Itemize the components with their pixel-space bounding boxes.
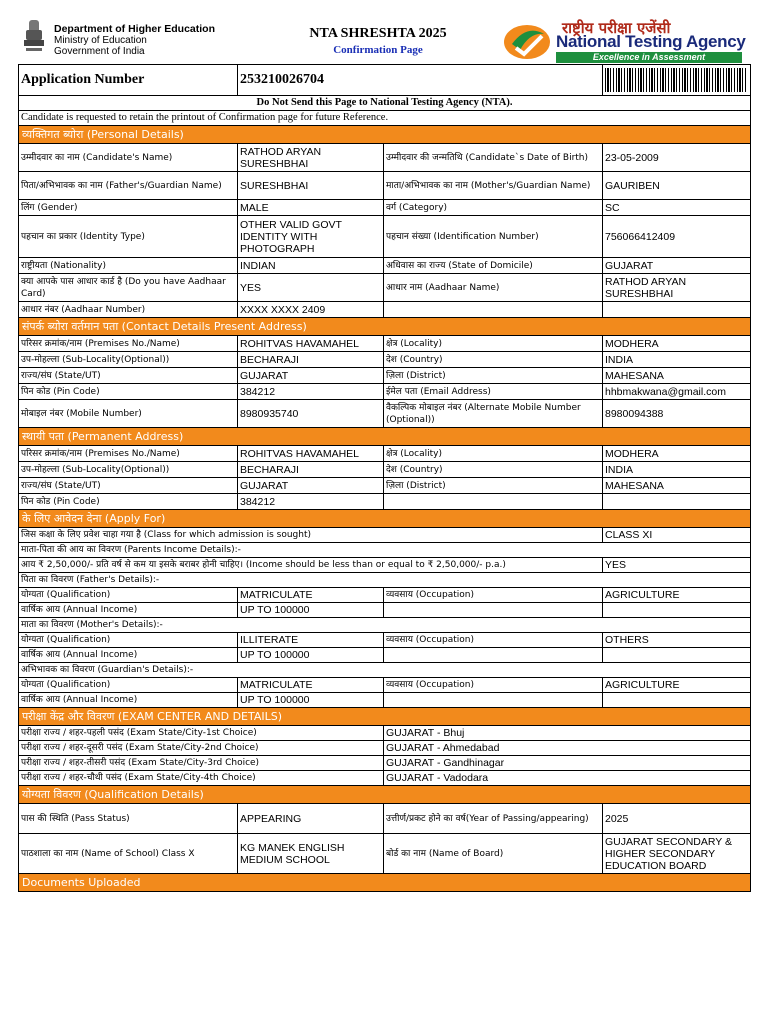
- field-label: ईमेल पता (Email Address): [384, 384, 603, 400]
- field-value: AGRICULTURE: [603, 678, 751, 693]
- field-value: ROHITVAS HAVAMAHEL: [238, 446, 384, 462]
- section-qualification: [19, 786, 751, 804]
- field-label: क्षेत्र (Locality): [384, 446, 603, 462]
- field-label: पाठशाला का नाम (Name of School) Class X: [19, 834, 238, 874]
- income-row: [19, 558, 751, 573]
- field-label: परीक्षा राज्य / शहर-दूसरी पसंद (Exam State/City-2nd Choice): [19, 741, 384, 756]
- field-value: MATRICULATE: [238, 588, 384, 603]
- table-row: [19, 588, 751, 603]
- exam-choice-row: [19, 756, 751, 771]
- field-value: INDIAN: [238, 258, 384, 274]
- field-value: KG MANEK ENGLISH MEDIUM SCHOOL: [238, 834, 384, 874]
- field-value: MAHESANA: [603, 368, 751, 384]
- field-value: [603, 302, 751, 318]
- field-label: योग्यता (Qualification): [19, 678, 238, 693]
- retain-notice: Candidate is requested to retain the printout of Confirmation page for future Reference.: [19, 111, 751, 126]
- table-row: [19, 693, 751, 708]
- nta-mark-icon: [502, 22, 552, 62]
- field-label: आय ₹ 2,50,000/- प्रति वर्ष से कम या इसके बराबर होनी चाहिए। (Income should be less than or equal to ₹ 2,50,000/- p.a.): [19, 558, 603, 573]
- guardian-heading-text: अभिभावक का विवरण (Guardian's Details):-: [19, 663, 751, 678]
- section-permanent-address: [19, 428, 751, 446]
- field-label: लिंग (Gender): [19, 200, 238, 216]
- application-number: 253210026704: [238, 65, 603, 96]
- field-value: GUJARAT - Ahmedabad: [384, 741, 751, 756]
- table-row: [19, 144, 751, 172]
- nta-english-name: National Testing Agency: [556, 32, 746, 51]
- class-row: [19, 528, 751, 543]
- table-row: [19, 462, 751, 478]
- field-value: GUJARAT - Bhuj: [384, 726, 751, 741]
- section-apply-for: [19, 510, 751, 528]
- field-value: 384212: [238, 494, 384, 510]
- field-value: INDIA: [603, 352, 751, 368]
- field-value: MODHERA: [603, 336, 751, 352]
- field-label: माता/अभिभावक का नाम (Mother's/Guardian Name): [384, 172, 603, 200]
- table-row: [19, 400, 751, 428]
- do-not-send-notice: Do Not Send this Page to National Testing Agency (NTA).: [19, 96, 751, 111]
- field-label: देश (Country): [384, 352, 603, 368]
- table-row: [19, 258, 751, 274]
- field-value: GUJARAT: [238, 478, 384, 494]
- field-value: SURESHBHAI: [238, 172, 384, 200]
- section-qualification-title: योग्यता विवरण (Qualification Details): [19, 786, 751, 804]
- field-value: 23-05-2009: [603, 144, 751, 172]
- field-value: UP TO 100000: [238, 603, 384, 618]
- field-value: SC: [603, 200, 751, 216]
- field-label: वार्षिक आय (Annual Income): [19, 603, 238, 618]
- field-label: [384, 693, 603, 708]
- table-row: [19, 368, 751, 384]
- field-label: परीक्षा राज्य / शहर-तीसरी पसंद (Exam State/City-3rd Choice): [19, 756, 384, 771]
- field-label: देश (Country): [384, 462, 603, 478]
- field-value: RATHOD ARYAN SURESHBHAI: [238, 144, 384, 172]
- field-label: राज्य/संघ (State/UT): [19, 478, 238, 494]
- field-value: GUJARAT: [238, 368, 384, 384]
- field-label: उत्तीर्ण/प्रकट होने का वर्ष(Year of Passing/appearing): [384, 804, 603, 834]
- mother-heading: [19, 618, 751, 633]
- field-value: AGRICULTURE: [603, 588, 751, 603]
- section-documents-uploaded: [19, 874, 751, 892]
- field-value: BECHARAJI: [238, 352, 384, 368]
- national-emblem-icon: [20, 18, 48, 56]
- table-row: [19, 172, 751, 200]
- father-heading-text: पिता का विवरण (Father's Details):-: [19, 573, 751, 588]
- field-value: MATRICULATE: [238, 678, 384, 693]
- field-label: व्यवसाय (Occupation): [384, 678, 603, 693]
- table-row: [19, 216, 751, 258]
- field-label: परीक्षा राज्य / शहर-चौथी पसंद (Exam State/City-4th Choice): [19, 771, 384, 786]
- field-label: योग्यता (Qualification): [19, 633, 238, 648]
- exam-choice-row: [19, 771, 751, 786]
- field-value: MODHERA: [603, 446, 751, 462]
- field-label: अधिवास का राज्य (State of Domicile): [384, 258, 603, 274]
- application-row: [19, 65, 751, 96]
- barcode-cell: [603, 65, 751, 96]
- field-label: योग्यता (Qualification): [19, 588, 238, 603]
- field-label: पास की स्थिति (Pass Status): [19, 804, 238, 834]
- table-row: [19, 352, 751, 368]
- field-value: GUJARAT: [603, 258, 751, 274]
- field-value: APPEARING: [238, 804, 384, 834]
- field-label: जिस कक्षा के लिए प्रवेश चाहा गया है (Class for which admission is sought): [19, 528, 603, 543]
- field-label: [384, 603, 603, 618]
- field-label: वर्ग (Category): [384, 200, 603, 216]
- field-label: व्यवसाय (Occupation): [384, 633, 603, 648]
- section-personal-details-title: व्यक्तिगत ब्योरा (Personal Details): [19, 126, 751, 144]
- table-row: [19, 494, 751, 510]
- field-label: पहचान का प्रकार (Identity Type): [19, 216, 238, 258]
- ministry-block: [54, 24, 215, 57]
- field-value: 756066412409: [603, 216, 751, 258]
- field-value: 8980935740: [238, 400, 384, 428]
- field-label: परिसर क्रमांक/नाम (Premises No./Name): [19, 336, 238, 352]
- field-value: OTHER VALID GOVT IDENTITY WITH PHOTOGRAPH: [238, 216, 384, 258]
- field-label: पिन कोड (Pin Code): [19, 494, 238, 510]
- page-subtitle: Confirmation Page: [333, 44, 423, 56]
- table-row: [19, 678, 751, 693]
- dept-name: Department of Higher Education: [54, 23, 216, 35]
- mother-heading-text: माता का विवरण (Mother's Details):-: [19, 618, 751, 633]
- field-value: GUJARAT SECONDARY & HIGHER SECONDARY EDUCATION BOARD: [603, 834, 751, 874]
- field-value: RATHOD ARYAN SURESHBHAI: [603, 274, 751, 302]
- field-label: राष्ट्रीयता (Nationality): [19, 258, 238, 274]
- table-row: [19, 603, 751, 618]
- table-row: [19, 633, 751, 648]
- confirmation-page: [18, 14, 750, 892]
- table-row: [19, 384, 751, 400]
- parents-income-heading: [19, 543, 751, 558]
- notice-row: [19, 96, 751, 111]
- field-label: वार्षिक आय (Annual Income): [19, 648, 238, 663]
- field-value: GUJARAT - Vadodara: [384, 771, 751, 786]
- page-title: NTA SHRESHTA 2025: [309, 26, 447, 41]
- title-block: [258, 26, 498, 56]
- field-label: ज़िला (District): [384, 478, 603, 494]
- field-label: परिसर क्रमांक/नाम (Premises No./Name): [19, 446, 238, 462]
- field-value: UP TO 100000: [238, 693, 384, 708]
- section-exam-center-title: परीक्षा केंद्र और विवरण (EXAM CENTER AND DETAILS): [19, 708, 751, 726]
- notice-row: [19, 111, 751, 126]
- field-value: ROHITVAS HAVAMAHEL: [238, 336, 384, 352]
- field-label: बोर्ड का नाम (Name of Board): [384, 834, 603, 874]
- table-row: [19, 302, 751, 318]
- field-value: hhbmakwana@gmail.com: [603, 384, 751, 400]
- table-row: [19, 446, 751, 462]
- field-value: MAHESANA: [603, 478, 751, 494]
- field-value: YES: [238, 274, 384, 302]
- field-label: क्या आपके पास आधार कार्ड है (Do you have Aadhaar Card): [19, 274, 238, 302]
- field-value: XXXX XXXX 2409: [238, 302, 384, 318]
- field-label: उम्मीदवार का नाम (Candidate's Name): [19, 144, 238, 172]
- field-label: उप-मोहल्ला (Sub-Locality(Optional)): [19, 352, 238, 368]
- field-label: पिता/अभिभावक का नाम (Father's/Guardian Name): [19, 172, 238, 200]
- field-label: क्षेत्र (Locality): [384, 336, 603, 352]
- exam-choice-row: [19, 741, 751, 756]
- field-value: OTHERS: [603, 633, 751, 648]
- field-value: 2025: [603, 804, 751, 834]
- field-value: CLASS XI: [603, 528, 751, 543]
- field-value: ILLITERATE: [238, 633, 384, 648]
- section-personal-details: [19, 126, 751, 144]
- field-value: YES: [603, 558, 751, 573]
- exam-choice-row: [19, 726, 751, 741]
- field-label: उप-मोहल्ला (Sub-Locality(Optional)): [19, 462, 238, 478]
- field-value: BECHARAJI: [238, 462, 384, 478]
- table-row: [19, 648, 751, 663]
- ministry-name: Ministry of Education: [54, 35, 147, 46]
- field-value: UP TO 100000: [238, 648, 384, 663]
- field-label: [384, 648, 603, 663]
- table-row: [19, 274, 751, 302]
- application-label: Application Number: [19, 65, 238, 96]
- page-header: [18, 14, 750, 64]
- field-label: वार्षिक आय (Annual Income): [19, 693, 238, 708]
- field-value: GAURIBEN: [603, 172, 751, 200]
- field-value: [603, 494, 751, 510]
- field-label: उम्मीदवार की जन्मतिथि (Candidate`s Date of Birth): [384, 144, 603, 172]
- section-documents-uploaded-title: Documents Uploaded: [19, 874, 751, 892]
- field-label: आधार नंबर (Aadhaar Number): [19, 302, 238, 318]
- guardian-heading: [19, 663, 751, 678]
- table-row: [19, 336, 751, 352]
- field-label: वैकल्पिक मोबाइल नंबर (Alternate Mobile Number (Optional)): [384, 400, 603, 428]
- section-permanent-address-title: स्थायी पता (Permanent Address): [19, 428, 751, 446]
- field-value: 8980094388: [603, 400, 751, 428]
- field-value: [603, 648, 751, 663]
- nta-tagline: Excellence in Assessment: [556, 52, 742, 63]
- field-label: पहचान संख्या (Identification Number): [384, 216, 603, 258]
- section-contact-details-title: संपर्क ब्योरा वर्तमान पता (Contact Details Present Address): [19, 318, 751, 336]
- section-exam-center: [19, 708, 751, 726]
- field-label: मोबाइल नंबर (Mobile Number): [19, 400, 238, 428]
- table-row: [19, 804, 751, 834]
- field-label: [384, 302, 603, 318]
- table-row: [19, 834, 751, 874]
- field-label: आधार नाम (Aadhaar Name): [384, 274, 603, 302]
- field-value: [603, 693, 751, 708]
- field-label: पिन कोड (Pin Code): [19, 384, 238, 400]
- barcode: [605, 68, 748, 92]
- nta-hindi-name: राष्ट्रीय परीक्षा एजेंसी: [562, 19, 671, 37]
- table-row: [19, 200, 751, 216]
- section-apply-for-title: के लिए आवेदन देना (Apply For): [19, 510, 751, 528]
- field-label: व्यवसाय (Occupation): [384, 588, 603, 603]
- field-label: परीक्षा राज्य / शहर-पहली पसंद (Exam State/City-1st Choice): [19, 726, 384, 741]
- parents-income-heading-text: माता-पिता की आय का विवरण (Parents Income Details):-: [19, 543, 751, 558]
- confirmation-table: [18, 64, 751, 892]
- father-heading: [19, 573, 751, 588]
- field-label: [384, 494, 603, 510]
- section-contact-details: [19, 318, 751, 336]
- field-label: ज़िला (District): [384, 368, 603, 384]
- field-value: GUJARAT - Gandhinagar: [384, 756, 751, 771]
- nta-logo: [500, 18, 750, 64]
- gov-name: Government of India: [54, 46, 145, 57]
- field-value: 384212: [238, 384, 384, 400]
- table-row: [19, 478, 751, 494]
- field-label: राज्य/संघ (State/UT): [19, 368, 238, 384]
- field-value: [603, 603, 751, 618]
- field-value: MALE: [238, 200, 384, 216]
- field-value: INDIA: [603, 462, 751, 478]
